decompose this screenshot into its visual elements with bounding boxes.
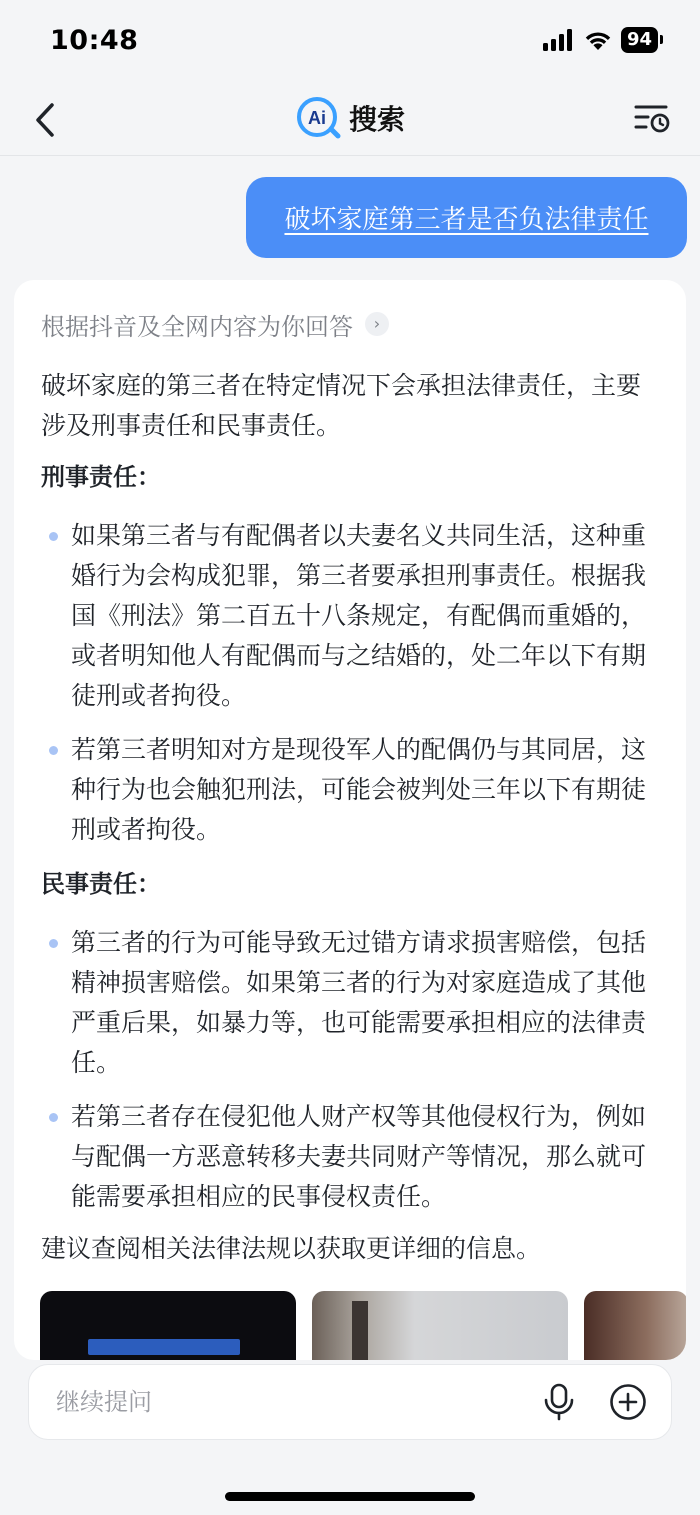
list-item [41, 516, 660, 716]
mic-button[interactable] [541, 1382, 577, 1422]
input-bar [28, 1364, 672, 1440]
brand [295, 95, 405, 141]
bullet-dot-icon [49, 939, 58, 948]
header [0, 80, 700, 156]
bullet-dot-icon [49, 532, 58, 541]
list-item-text: 第三者的行为可能导致无过错方请求损害赔偿，包括精神损害赔偿。如果第三者的行为对家庭造成了其他严重后果，如暴力等，也可能需要承担相应的法律责任。 [71, 928, 647, 1077]
bullet-dot-icon [49, 1113, 58, 1122]
status-bar [0, 0, 700, 80]
list-item [41, 1097, 660, 1217]
signal-icon [543, 29, 575, 51]
list-item [41, 730, 660, 850]
add-button[interactable] [609, 1383, 647, 1421]
page-title: 搜索 [348, 102, 405, 136]
user-query-bubble[interactable] [246, 177, 687, 258]
microphone-icon [546, 1385, 572, 1419]
plus-circle-icon [612, 1386, 645, 1419]
answer-card [14, 280, 686, 1360]
user-query-text[interactable]: 破坏家庭第三者是否负法律责任 [284, 205, 649, 235]
section-title-civil: 民事责任： [41, 870, 161, 898]
video-thumbnails [40, 1291, 686, 1360]
bullet-dot-icon [49, 746, 58, 755]
chevron-left-icon [38, 105, 52, 135]
chevron-right-icon: › [365, 312, 389, 336]
video-thumbnail[interactable] [584, 1291, 686, 1360]
video-thumbnail[interactable] [312, 1291, 568, 1360]
video-thumbnail[interactable] [40, 1291, 296, 1360]
answer-closing: 建议查阅相关法律法规以获取更详细的信息。 [41, 1234, 542, 1263]
source-label: 根据抖音及全网内容为你回答 [41, 312, 353, 341]
history-button[interactable] [632, 100, 672, 136]
follow-up-input[interactable] [56, 1388, 541, 1416]
list-item-text: 若第三者存在侵犯他人财产权等其他侵权行为，例如与配偶一方恶意转移夫妻共同财产等情况，那么就可能需要承担相应的民事侵权责任。 [71, 1102, 647, 1211]
history-list-icon [636, 107, 668, 131]
source-link[interactable] [41, 306, 660, 342]
status-icons [543, 27, 658, 53]
list-item-text: 若第三者明知对方是现役军人的配偶仍与其同居，这种行为也会触犯刑法，可能会被判处三年以下有期徒刑或者拘役。 [71, 735, 647, 844]
section-title-criminal: 刑事责任： [41, 463, 161, 491]
bullet-list-criminal [41, 516, 660, 850]
list-item-text: 如果第三者与有配偶者以夫妻名义共同生活，这种重婚行为会构成犯罪，第三者要承担刑事责任。根据我国《刑法》第二百五十八条规定，有配偶而重婚的，或者明知他人有配偶而与之结婚的，处二年以下有期徒刑或者拘役。 [71, 521, 647, 710]
answer-intro: 破坏家庭的第三者在特定情况下会承担法律责任，主要涉及刑事责任和民事责任。 [41, 371, 642, 440]
battery-icon: 94 [621, 27, 658, 53]
bullet-list-civil [41, 923, 660, 1217]
ai-logo-icon [295, 95, 341, 141]
wifi-icon [583, 29, 613, 51]
status-time: 10:48 [50, 24, 139, 56]
home-indicator[interactable] [225, 1492, 475, 1501]
back-button[interactable] [30, 100, 64, 140]
list-item [41, 923, 660, 1083]
ai-logo-text: Ai [307, 107, 326, 128]
